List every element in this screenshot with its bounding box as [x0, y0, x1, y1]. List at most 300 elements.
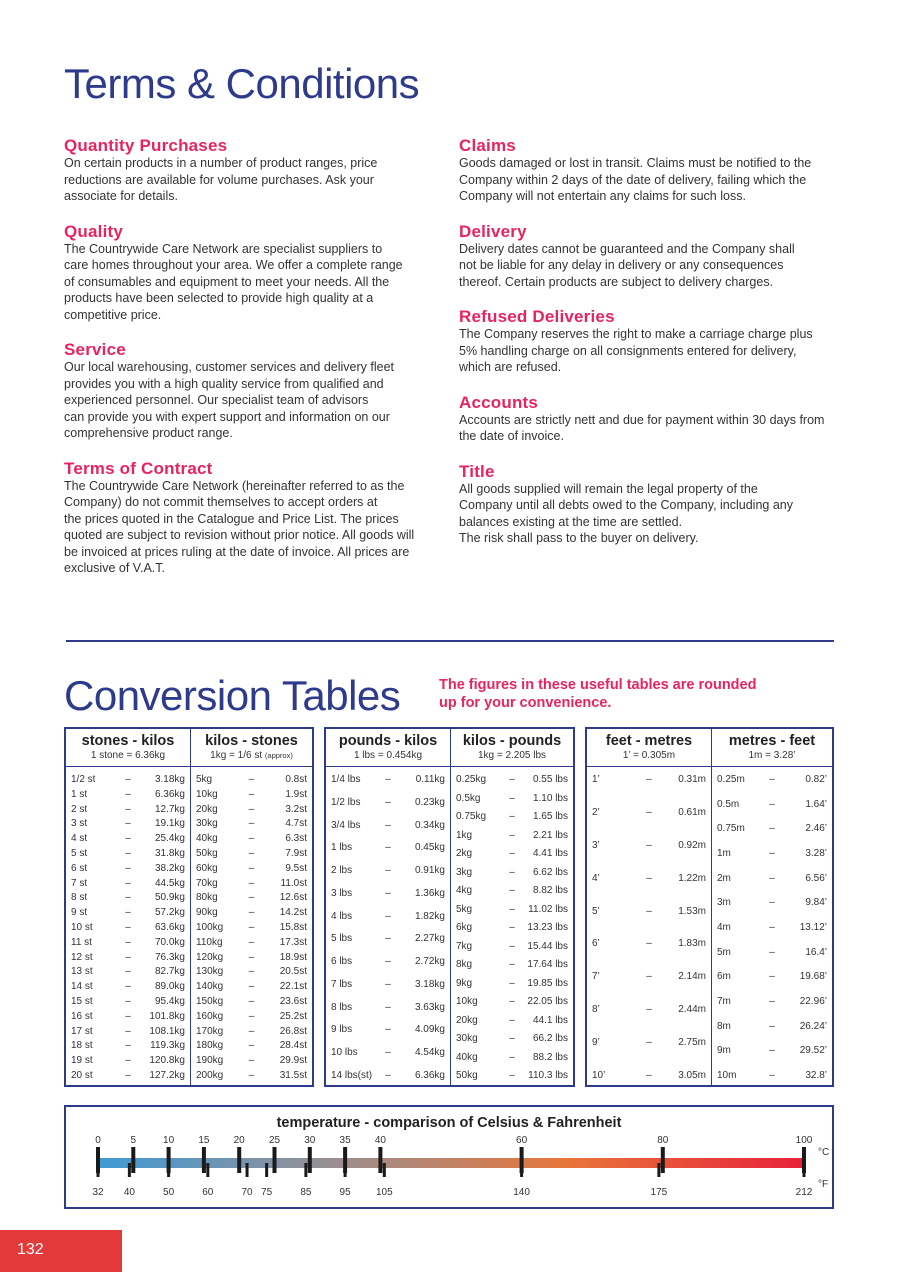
section-text: Goods damaged or lost in transit. Claims must be notified to the Company within 2 days of the date of delivery, failing which the Company will not entertain any claims for such loss. [459, 156, 812, 203]
table-row [71, 892, 185, 904]
row-dash: – [125, 788, 131, 800]
row-to: 1.53m [678, 905, 706, 917]
section-quality [64, 223, 444, 324]
row-from: 4m [717, 921, 731, 933]
section-title [459, 463, 839, 547]
conversion-note: The figures in these useful tables are rounded up for your convenience. [439, 677, 757, 711]
temperature-scale [66, 1107, 832, 1207]
row-dash: – [248, 818, 255, 830]
table-row [71, 952, 185, 964]
table-row [196, 1026, 307, 1038]
row-from: 1’ [592, 774, 600, 785]
table-subtitle: 1kg = 1/6 st (approx) [210, 750, 293, 761]
table-row [331, 797, 445, 809]
row-dash: – [125, 847, 131, 859]
row-dash: – [385, 956, 391, 968]
row-dash: – [248, 936, 255, 948]
row-to: 57.2kg [154, 907, 185, 919]
row-from: 70kg [196, 877, 218, 889]
row-to: 1.10 lbs [532, 792, 568, 804]
row-to: 6.62 lbs [532, 866, 568, 878]
section-accounts [459, 394, 839, 445]
fahrenheit-tick [803, 1163, 806, 1177]
row-dash: – [509, 774, 515, 785]
row-from: 7kg [456, 940, 473, 952]
row-to: 1.36kg [414, 887, 445, 899]
table-row [717, 1021, 827, 1033]
page-number: 132 [17, 1241, 44, 1258]
row-from: 9 st [71, 907, 88, 919]
celsius-tick [202, 1147, 206, 1173]
row-dash: – [509, 996, 515, 1007]
table-title: stones - kilos [81, 733, 175, 749]
table-rows [456, 774, 568, 1082]
row-to: 0.34kg [414, 819, 445, 831]
row-to: 0.92m [678, 839, 706, 851]
row-to: 31.8kg [154, 847, 185, 859]
row-dash: – [248, 1055, 255, 1067]
row-dash: – [509, 811, 515, 822]
row-to: 3.18kg [154, 774, 185, 785]
row-to: 13.12’ [799, 921, 827, 933]
row-from: 10 lbs [331, 1047, 358, 1059]
celsius-tick-label: 40 [374, 1135, 386, 1146]
section-text: On certain products in a number of product ranges, price reductions are available for volume purchases. Ask your associate for details. [64, 156, 378, 203]
fahrenheit-tick [206, 1163, 209, 1177]
fahrenheit-tick [97, 1163, 100, 1177]
row-dash: – [509, 1051, 515, 1063]
row-dash: – [385, 1069, 391, 1081]
row-to: 3.18kg [414, 978, 445, 990]
celsius-tick-label: 35 [339, 1135, 351, 1146]
row-dash: – [769, 798, 775, 810]
table-row [331, 1024, 445, 1036]
fahrenheit-unit: °F [818, 1179, 829, 1190]
row-from: 6kg [456, 922, 473, 933]
table-row [456, 978, 568, 990]
row-to: 66.2 lbs [532, 1033, 568, 1044]
table-header [66, 729, 190, 767]
row-to: 44.1 lbs [532, 1014, 568, 1026]
row-dash: – [646, 774, 652, 785]
table-row [717, 947, 827, 959]
row-from: 2 lbs [331, 865, 353, 877]
table-row [592, 971, 706, 983]
row-from: 50kg [456, 1070, 478, 1081]
table-row [71, 804, 185, 816]
row-from: 10kg [196, 788, 218, 800]
row-dash: – [385, 1024, 391, 1036]
row-to: 0.11kg [415, 774, 445, 785]
row-from: 4’ [592, 872, 600, 884]
row-dash: – [385, 978, 391, 990]
row-from: 1/2 lbs [331, 796, 361, 808]
section-terms-of-contract [64, 460, 444, 577]
temperature-title: temperature - comparison of Celsius & Fahrenheit [276, 1115, 622, 1131]
table-row [717, 799, 827, 811]
table-row [331, 888, 445, 900]
row-to: 11.02 lbs [528, 903, 568, 915]
row-dash: – [248, 995, 255, 1007]
row-from: 60kg [196, 862, 218, 874]
row-dash: – [769, 774, 775, 785]
row-dash: – [509, 848, 515, 859]
row-dash: – [769, 946, 775, 958]
row-from: 18 st [71, 1040, 93, 1052]
row-from: 5’ [592, 905, 600, 917]
row-dash: – [385, 887, 391, 899]
celsius-tick-label: 5 [130, 1135, 137, 1146]
row-dash: – [125, 1069, 131, 1081]
row-to: 63.6kg [154, 921, 185, 933]
table-title: feet - metres [605, 733, 693, 749]
fahrenheit-tick-label: 40 [123, 1187, 135, 1198]
table-row [196, 1040, 307, 1052]
table-row [456, 830, 568, 842]
row-from: 40kg [456, 1051, 478, 1063]
table-row [456, 941, 568, 953]
row-to: 20.5st [279, 966, 307, 978]
row-to: 4.09kg [414, 1024, 445, 1036]
row-dash: – [509, 866, 515, 878]
fahrenheit-tick [246, 1163, 249, 1177]
table-row [456, 1033, 568, 1045]
row-from: 19 st [71, 1055, 93, 1067]
table-row [196, 818, 307, 830]
row-to: 9.5st [285, 862, 307, 874]
table-row [331, 956, 445, 968]
row-to: 70.0kg [154, 936, 185, 948]
row-from: 20kg [196, 803, 218, 815]
row-to: 29.9st [279, 1055, 307, 1067]
row-to: 3.05m [678, 1069, 706, 1081]
row-to: 0.91kg [414, 865, 445, 877]
temperature-box [64, 1105, 834, 1209]
row-from: 8 st [71, 892, 88, 904]
fahrenheit-tick-label: 212 [795, 1187, 813, 1198]
table-row [71, 981, 185, 993]
row-dash: – [769, 847, 775, 859]
table-rows [717, 774, 827, 1082]
section-heading: Claims [459, 136, 516, 155]
table-row [717, 848, 827, 860]
table-row [592, 1037, 706, 1049]
row-to: 1.9st [285, 788, 307, 800]
celsius-unit: °C [818, 1147, 830, 1158]
table-row [196, 1070, 307, 1082]
table-row [196, 1055, 307, 1067]
fahrenheit-tick-label: 175 [650, 1187, 668, 1198]
celsius-tick [308, 1147, 312, 1173]
section-text: All goods supplied will remain the legal property of the Company until all debts owed to the Company, including any balances existing at the time are settled. The risk shall pass to the buyer on delivery. [459, 481, 793, 545]
row-to: 1.22m [678, 872, 706, 884]
row-from: 160kg [196, 1010, 224, 1022]
celsius-tick-label: 20 [233, 1135, 245, 1146]
row-to: 17.64 lbs [527, 959, 568, 970]
row-dash: – [385, 865, 391, 877]
row-from: 5kg [456, 903, 473, 915]
table-title: pounds - kilos [338, 733, 438, 749]
table-row [331, 774, 445, 786]
row-dash: – [385, 819, 391, 831]
row-from: 7’ [592, 971, 600, 983]
row-to: 0.31m [678, 774, 706, 785]
table-row [196, 981, 307, 993]
row-dash: – [125, 966, 131, 978]
row-to: 6.36kg [414, 1069, 445, 1081]
row-to: 89.0kg [154, 981, 185, 993]
table-row [592, 906, 706, 918]
fahrenheit-tick [383, 1163, 386, 1177]
row-to: 4.54kg [414, 1047, 445, 1059]
row-dash: – [769, 872, 775, 884]
row-to: 6.56’ [805, 872, 827, 884]
table-row [456, 811, 568, 823]
table-row [456, 848, 568, 860]
table-row [196, 996, 307, 1008]
row-from: 110kg [196, 936, 223, 948]
table-row [196, 804, 307, 816]
fahrenheit-tick-label: 140 [513, 1187, 530, 1198]
row-from: 3/4 lbs [331, 819, 361, 831]
table-row [331, 1047, 445, 1059]
table-row [456, 959, 568, 971]
row-to: 95.4kg [154, 995, 185, 1007]
row-dash: – [125, 951, 131, 963]
row-from: 200kg [196, 1069, 224, 1081]
row-dash: – [769, 823, 775, 835]
row-dash: – [125, 877, 131, 889]
row-from: 2m [717, 872, 731, 884]
table-row [71, 922, 185, 934]
row-from: 1/2 st [71, 774, 96, 785]
table-row [196, 952, 307, 964]
row-from: 120kg [196, 951, 224, 963]
section-heading: Quantity Purchases [64, 136, 228, 155]
section-delivery [459, 223, 839, 291]
row-from: 10’ [592, 1069, 606, 1081]
table-row [196, 848, 307, 860]
row-dash: – [509, 885, 515, 896]
table-row [71, 789, 185, 801]
row-dash: – [248, 966, 255, 978]
row-from: 8kg [456, 959, 473, 970]
celsius-tick-label: 60 [516, 1135, 528, 1146]
table-row [71, 878, 185, 890]
row-dash: – [125, 1040, 131, 1052]
row-from: 9 lbs [331, 1024, 353, 1036]
table-row [456, 922, 568, 934]
table-row [196, 863, 307, 875]
row-to: 120.8kg [149, 1055, 185, 1067]
row-dash: – [248, 1025, 255, 1037]
row-to: 22.1st [279, 981, 307, 993]
row-dash: – [125, 892, 131, 904]
section-text: The Company reserves the right to make a carriage charge plus 5% handling charge on all consignments entered for delivery, which are refused. [459, 327, 813, 374]
row-from: 0.5m [717, 798, 740, 810]
row-to: 25.4kg [154, 833, 185, 845]
table-row [71, 1011, 185, 1023]
row-dash: – [646, 1037, 652, 1048]
page-number-tab [0, 1230, 122, 1272]
fahrenheit-tick-label: 105 [375, 1187, 393, 1198]
row-dash: – [248, 877, 255, 889]
row-to: 119.3kg [150, 1040, 185, 1052]
table-header [451, 729, 573, 767]
celsius-tick-label: 10 [163, 1135, 175, 1146]
row-dash: – [248, 907, 255, 919]
row-from: 15 st [71, 995, 93, 1007]
row-from: 3kg [456, 866, 473, 878]
row-from: 170kg [196, 1025, 224, 1037]
row-dash: – [509, 903, 515, 915]
section-heading: Delivery [459, 221, 527, 241]
row-from: 6 lbs [331, 956, 353, 968]
table-row [71, 1055, 185, 1067]
row-to: 29.52’ [799, 1045, 827, 1057]
row-dash: – [646, 971, 652, 983]
row-to: 6.36kg [154, 788, 185, 800]
row-from: 6 st [71, 862, 88, 874]
table-row [456, 867, 568, 879]
section-heading: Service [64, 340, 126, 359]
row-from: 0.75kg [456, 811, 487, 822]
row-dash: – [248, 1010, 255, 1022]
table-row [331, 933, 445, 945]
row-to: 13.23 lbs [527, 922, 568, 933]
row-dash: – [248, 1069, 255, 1081]
row-to: 1.64’ [805, 798, 827, 810]
row-dash: – [769, 1020, 775, 1032]
table-row [71, 818, 185, 830]
section-heading: Terms of Contract [64, 458, 213, 478]
table-header [712, 729, 832, 767]
row-dash: – [125, 1025, 131, 1037]
table-row [592, 1004, 706, 1016]
row-from: 3 lbs [331, 887, 353, 899]
row-from: 4 st [71, 833, 88, 845]
table-row [456, 793, 568, 805]
row-dash: – [125, 862, 131, 874]
table-row [196, 833, 307, 845]
row-to: 3.2st [285, 803, 307, 815]
row-dash: – [385, 1001, 391, 1013]
row-from: 0.5kg [456, 792, 481, 804]
conversion-table [587, 729, 711, 1085]
row-dash: – [125, 936, 131, 948]
celsius-tick [378, 1147, 382, 1173]
row-from: 5m [717, 946, 731, 958]
row-from: 20kg [456, 1014, 478, 1026]
table-title: kilos - pounds [462, 733, 562, 749]
fahrenheit-tick [265, 1163, 268, 1177]
row-from: 6m [717, 971, 731, 983]
row-to: 1.82kg [414, 910, 445, 922]
row-from: 1/4 lbs [331, 774, 361, 785]
row-from: 5kg [196, 774, 213, 785]
row-dash: – [769, 1069, 775, 1081]
table-row [331, 911, 445, 923]
row-to: 25.2st [279, 1010, 307, 1022]
row-dash: – [509, 1014, 515, 1026]
row-to: 26.24’ [799, 1020, 827, 1032]
feet-metres-box [585, 727, 834, 1087]
table-rows [592, 774, 706, 1082]
row-to: 110.3 lbs [528, 1070, 568, 1081]
row-from: 0.25kg [456, 774, 487, 785]
table-row [196, 892, 307, 904]
row-to: 2.44m [678, 1004, 706, 1016]
row-from: 14 st [71, 981, 93, 993]
row-to: 0.82’ [805, 774, 827, 785]
row-dash: – [125, 921, 131, 933]
row-to: 23.6st [279, 995, 307, 1007]
table-row [592, 807, 706, 819]
row-to: 18.9st [279, 951, 307, 963]
row-to: 0.55 lbs [532, 774, 568, 785]
table-row [196, 937, 307, 949]
row-dash: – [385, 796, 391, 808]
row-to: 22.96’ [799, 995, 827, 1007]
table-row [331, 1002, 445, 1014]
section-text: The Countrywide Care Network are specialist suppliers to care homes throughout your area. We offer a complete range of consumables and equipment to meet your needs. All the products have been selected to provide high quality at a competitive price. [64, 241, 403, 322]
table-row [456, 996, 568, 1008]
row-to: 4.41 lbs [532, 848, 568, 859]
fahrenheit-tick [657, 1163, 660, 1177]
table-header [587, 729, 711, 767]
row-dash: – [385, 910, 391, 922]
row-from: 2 st [71, 803, 88, 815]
row-to: 44.5kg [154, 877, 185, 889]
row-dash: – [509, 1033, 515, 1044]
fahrenheit-tick-label: 32 [92, 1187, 104, 1198]
row-dash: – [125, 833, 131, 845]
table-row [71, 1026, 185, 1038]
row-to: 88.2 lbs [532, 1051, 568, 1063]
table-row [456, 774, 568, 786]
row-to: 82.7kg [154, 966, 185, 978]
row-to: 9.84’ [805, 897, 827, 909]
row-to: 7.9st [285, 847, 307, 859]
celsius-tick-label: 0 [95, 1135, 101, 1146]
table-subtitle: 1m = 3.28’ [748, 750, 796, 761]
row-from: 7m [717, 995, 731, 1007]
row-to: 19.1kg [154, 818, 185, 830]
celsius-tick-label: 80 [657, 1135, 669, 1146]
section-claims [459, 137, 839, 205]
row-dash: – [646, 839, 652, 851]
row-from: 80kg [196, 892, 218, 904]
table-row [717, 922, 827, 934]
row-dash: – [248, 921, 255, 933]
row-to: 6.3st [285, 833, 307, 845]
row-from: 16 st [71, 1010, 93, 1022]
row-from: 9’ [592, 1037, 600, 1048]
conversion-table [66, 729, 190, 1085]
row-to: 12.6st [279, 892, 307, 904]
conversion-table [326, 729, 450, 1085]
table-row [331, 1070, 445, 1082]
row-dash: – [509, 977, 515, 989]
row-to: 2.14m [678, 971, 706, 983]
table-row [331, 820, 445, 832]
row-from: 40kg [196, 833, 218, 845]
row-to: 22.05 lbs [527, 996, 568, 1007]
row-dash: – [769, 897, 775, 909]
section-service [64, 341, 444, 442]
section-quantity-purchases [64, 137, 444, 205]
table-row [456, 1070, 568, 1082]
